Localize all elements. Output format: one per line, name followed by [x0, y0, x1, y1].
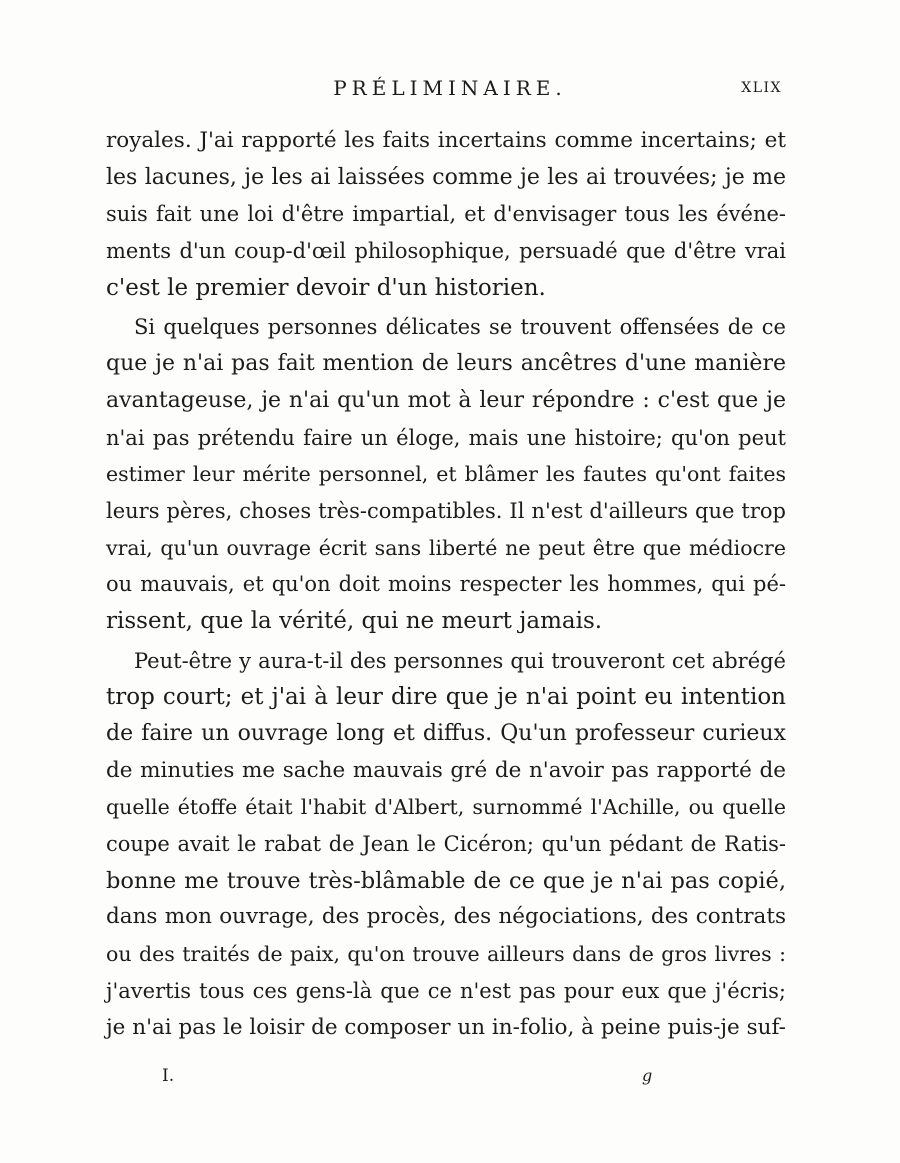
- page-number: XLIX: [741, 80, 782, 96]
- text-line: dans mon ouvrage, des procès, des négociations, des contrats: [106, 904, 786, 930]
- text-line: quelle étoffe était l'habit d'Albert, surnommé l'Achille, ou quelle: [106, 795, 786, 820]
- paragraph: [106, 123, 786, 306]
- text-line: estimer leur mérite personnel, et blâmer les fautes qu'ont faites: [106, 462, 786, 487]
- text-line: vrai, qu'un ouvrage écrit sans liberté ne peut être que médiocre: [106, 535, 786, 560]
- text-line: les lacunes, je les ai laissées comme je les ai trouvées; je me: [106, 164, 786, 190]
- text-line: de minuties me sache mauvais gré de n'avoir pas rapporté de: [106, 757, 786, 783]
- text-line: Si quelques personnes délicates se trouvent offensées de ce: [134, 315, 786, 340]
- text-line: trop court; et j'ai à leur dire que je n'ai point eu intention: [106, 684, 786, 711]
- volume-signature: I.: [162, 1066, 175, 1086]
- text-line: coupe avait le rabat de Jean le Cicéron; qu'un pédant de Ratis-: [106, 832, 786, 857]
- text-line: ments d'un coup-d'œil philosophique, persuadé que d'être vrai: [106, 239, 786, 264]
- running-header-title: PRÉLIMINAIRE.: [333, 76, 567, 100]
- text-line: royales. J'ai rapporté les faits incertains comme incertains; et: [106, 128, 786, 153]
- text-line: c'est le premier devoir d'un historien.: [106, 274, 546, 301]
- text-line: suis fait une loi d'être impartial, et d'envisager tous les événe-: [106, 202, 786, 227]
- text-line: que je n'ai pas fait mention de leurs ancêtres d'une manière: [106, 351, 786, 377]
- text-line: n'ai pas prétendu faire un éloge, mais une histoire; qu'on peut: [106, 425, 786, 450]
- text-line: avantageuse, je n'ai qu'un mot à leur répondre : c'est que je: [106, 387, 786, 413]
- paragraph: [106, 309, 786, 639]
- body-text: [106, 123, 786, 1046]
- text-line: j'avertis tous ces gens-là que ce n'est pas pour eux que j'écris;: [106, 978, 786, 1003]
- text-line: je n'ai pas le loisir de composer un in-folio, à peine puis-je suf-: [106, 1014, 786, 1040]
- text-line: bonne me trouve très-blâmable de ce que je n'ai pas copié,: [106, 867, 786, 894]
- text-line: leurs pères, choses très-compatibles. Il n'est d'ailleurs que trop: [106, 498, 786, 523]
- text-line: ou des traités de paix, qu'on trouve ailleurs dans de gros livres :: [106, 942, 786, 967]
- paragraph: [106, 643, 786, 1047]
- text-line: rissent, que la vérité, qui ne meurt jamais.: [106, 607, 603, 634]
- text-line: de faire un ouvrage long et diffus. Qu'un professeur curieux: [106, 721, 786, 746]
- text-line: Peut-être y aura-t-il des personnes qui trouveront cet abrégé: [134, 648, 786, 673]
- text-line: ou mauvais, et qu'on doit moins respecter les hommes, qui pé-: [106, 572, 786, 597]
- printer-signature: g: [642, 1066, 653, 1085]
